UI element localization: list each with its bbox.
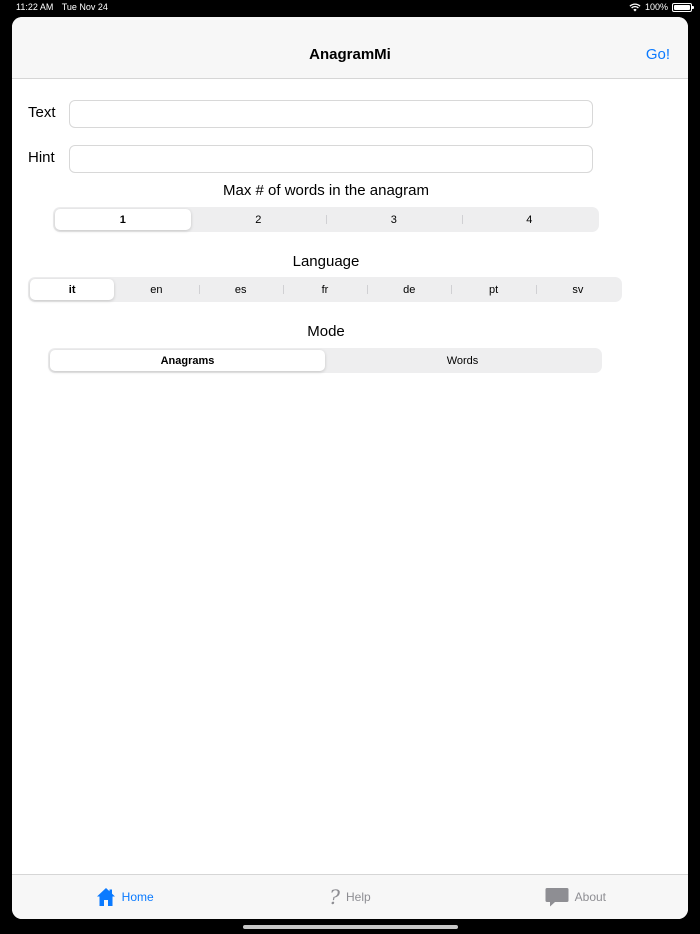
status-left <box>16 0 114 14</box>
language-option-fr[interactable]: fr <box>283 279 367 300</box>
language-option-en[interactable]: en <box>150 283 163 296</box>
hint-input[interactable] <box>69 145 593 173</box>
language-title: Language <box>292 253 360 270</box>
max-words-segmented-control <box>53 207 599 232</box>
navigation-bar <box>12 17 688 79</box>
tab-bar <box>12 874 688 919</box>
language-option-sv[interactable]: sv <box>536 279 620 300</box>
chat-bubble-icon <box>545 887 569 907</box>
wifi-icon <box>629 3 641 12</box>
tab-home[interactable] <box>12 875 237 919</box>
language-option-pt[interactable]: pt <box>451 279 535 300</box>
app-sheet <box>12 17 688 919</box>
home-indicator[interactable] <box>243 925 458 929</box>
mode-segmented-control <box>48 348 602 373</box>
tab-help[interactable] <box>237 875 462 919</box>
battery-icon <box>672 3 692 12</box>
tab-home-label: Home <box>121 890 154 904</box>
language-option-de[interactable]: de <box>367 279 451 300</box>
language-segmented-control <box>28 277 622 302</box>
max-words-option-4[interactable]: 4 <box>462 209 598 230</box>
home-icon <box>96 887 116 907</box>
mode-option-anagrams[interactable]: Anagrams <box>50 350 325 371</box>
help-icon: ? <box>329 885 341 909</box>
go-button[interactable]: Go! <box>645 46 670 63</box>
mode-option-words[interactable]: Words <box>446 354 479 367</box>
max-words-title: Max # of words in the anagram <box>223 182 429 199</box>
tab-help-label: Help <box>346 890 371 904</box>
status-bar <box>0 0 700 14</box>
status-right <box>629 0 692 14</box>
max-words-option-3[interactable]: 3 <box>326 209 462 230</box>
mode-title: Mode <box>307 323 345 340</box>
tab-about[interactable] <box>463 875 688 919</box>
hint-label: Hint <box>28 149 55 166</box>
max-words-option-1[interactable]: 1 <box>55 209 191 230</box>
text-input[interactable] <box>69 100 593 128</box>
status-date: Tue Nov 24 <box>61 2 108 12</box>
page-title: AnagramMi <box>309 46 391 63</box>
text-label: Text <box>28 104 56 121</box>
battery-percent: 100% <box>644 2 668 12</box>
language-option-es[interactable]: es <box>199 279 283 300</box>
tab-about-label: About <box>574 890 606 904</box>
status-time: 11:22 AM <box>16 2 54 12</box>
language-option-it[interactable]: it <box>30 279 114 300</box>
max-words-option-2[interactable]: 2 <box>255 213 262 226</box>
